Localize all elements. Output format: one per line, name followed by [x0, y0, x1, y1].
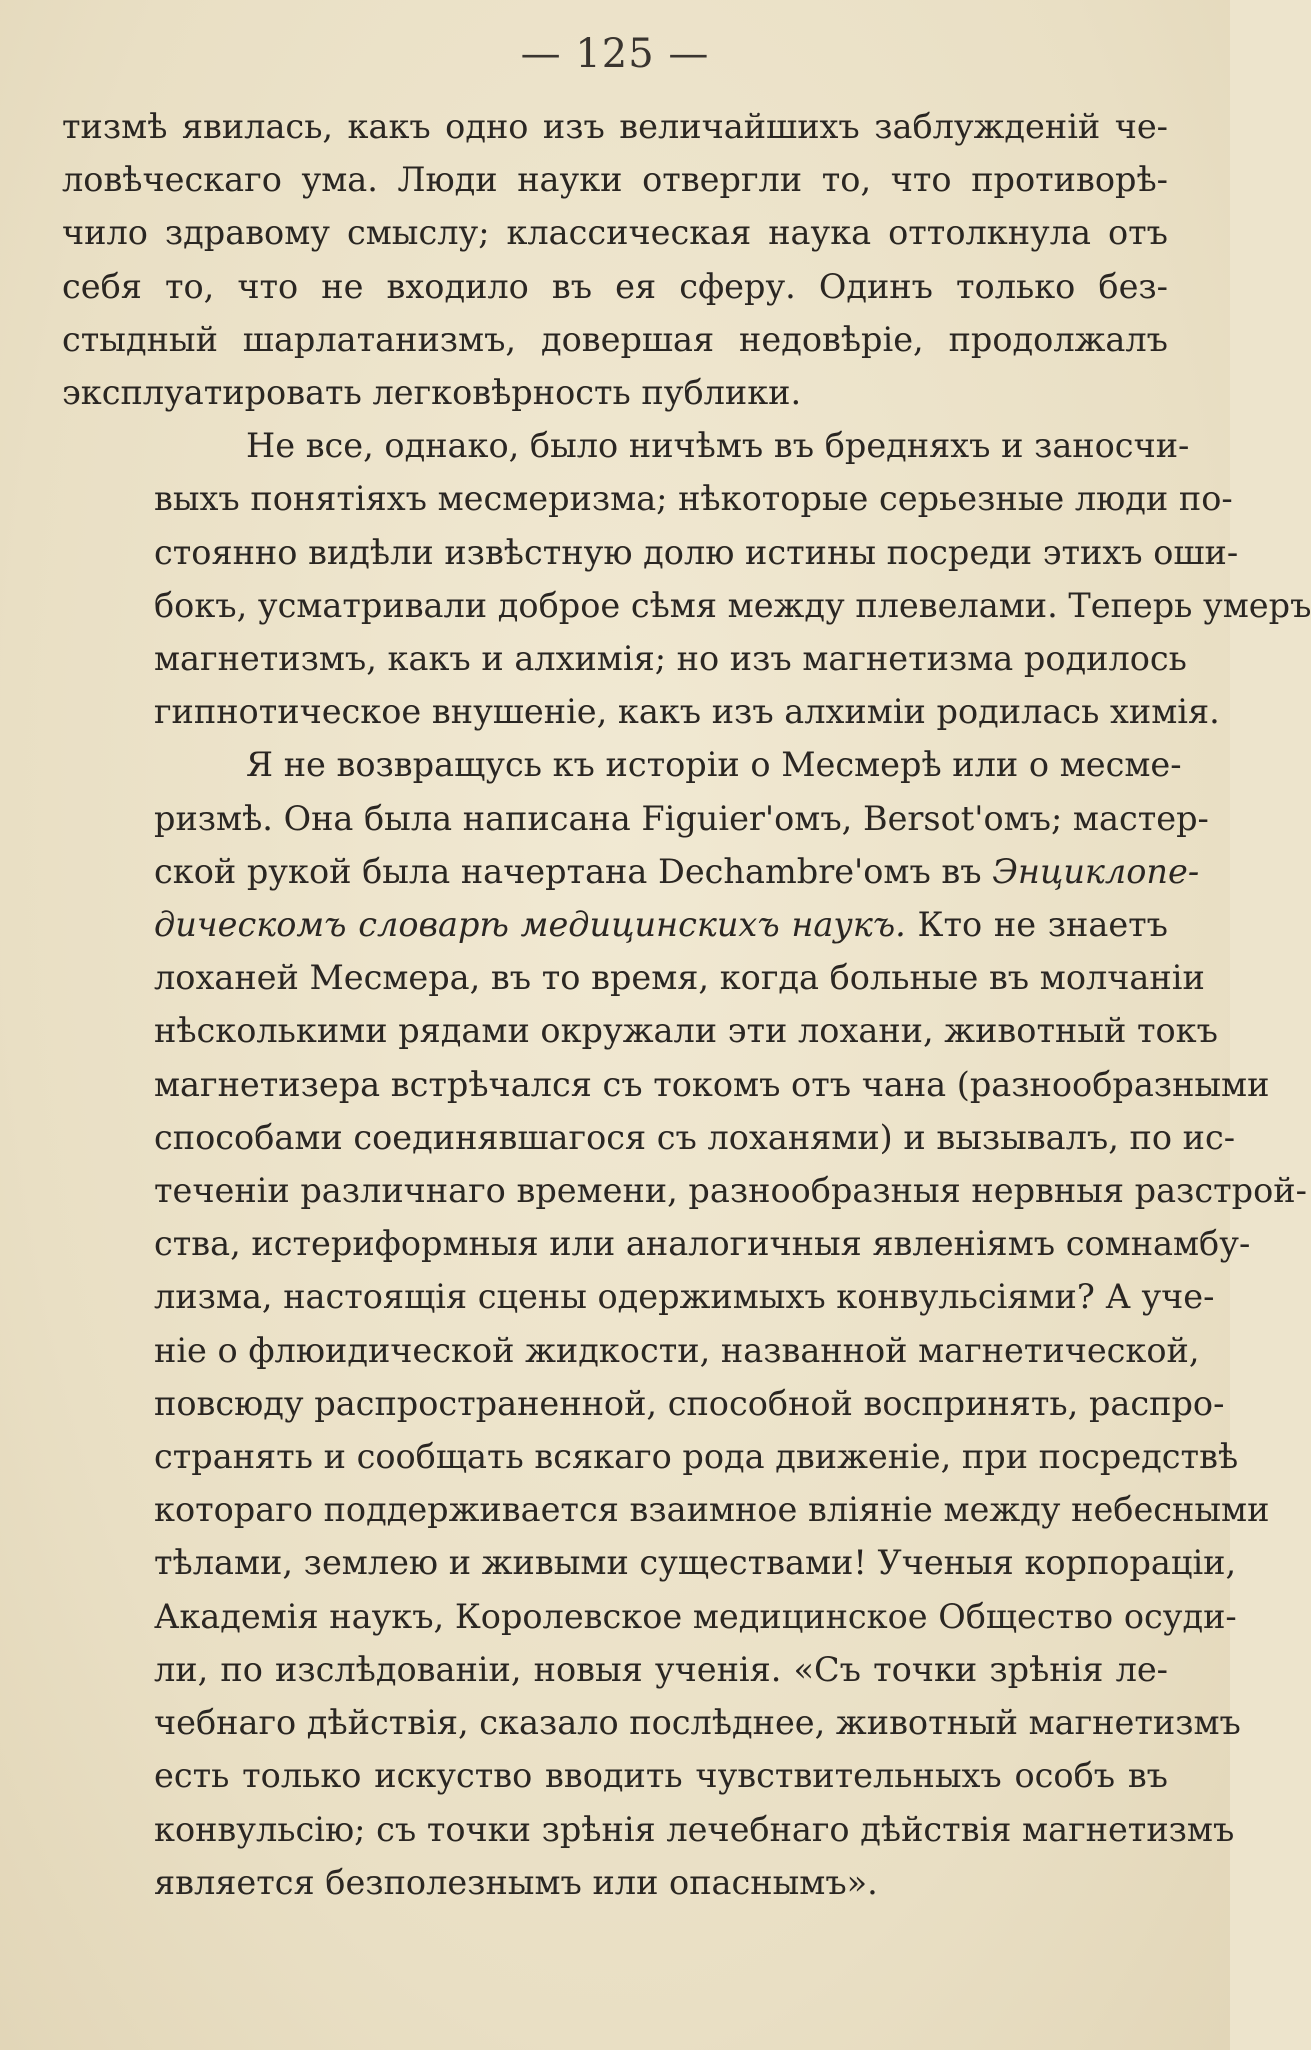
text-line: выхъ понятіяхъ месмеризма; нѣкоторые серьезные люди по- [154, 479, 1233, 519]
text-line: лоханей Месмера, въ то время, когда больные въ молчаніи [154, 958, 1205, 998]
text-line: гипнотическое внушеніе, какъ изъ алхиміи родилась химія. [154, 692, 1220, 732]
text-line: эксплуатировать легковѣрность публики. [62, 373, 802, 413]
page-number: — 125 — [520, 31, 710, 77]
text-line: чило здравому смыслу; классическая наука оттолкнула отъ [62, 213, 1168, 253]
text-line: ства, истериформныя или аналогичныя явленіямъ сомнамбу- [154, 1224, 1251, 1264]
text-line: странять и сообщать всякаго рода движеніе, при посредствѣ [154, 1437, 1239, 1477]
text-line: Не все, однако, было ничѣмъ въ бредняхъ и заносчи- [246, 426, 1190, 466]
text-line: себя то, что не входило въ ея сферу. Одинъ только без- [62, 266, 1168, 306]
text-line: бокъ, усматривали доброе сѣмя между плевелами. Теперь умеръ [154, 585, 1311, 625]
text-line: ніе о флюидической жидкости, названной магнетической, [154, 1330, 1200, 1370]
text-line: лизма, настоящія сцены одержимыхъ конвульсіями? А уче- [154, 1277, 1215, 1317]
text-line: котораго поддерживается взаимное вліяніе между небесными [154, 1490, 1270, 1530]
text-line: повсюду распространенной, способной воспринять, распро- [154, 1383, 1225, 1423]
text-line: тѣлами, землею и живыми существами! Ученыя корпораціи, [154, 1543, 1237, 1583]
text-line: ризмѣ. Она была написана Figuier'омъ, Bersot'омъ; мастер- [154, 798, 1209, 838]
text-line: нѣсколькими рядами окружали эти лохани, животный токъ [154, 1011, 1218, 1051]
text-line: магнетизмъ, какъ и алхимія; но изъ магнетизма родилось [154, 639, 1187, 679]
text-line: стыдный шарлатанизмъ, довершая недовѣріе, продолжалъ [62, 319, 1168, 359]
text-line: ловѣческаго ума. Люди науки отвергли то, что противорѣ- [62, 160, 1168, 200]
text-line: является безполезнымъ или опаснымъ». [154, 1862, 878, 1902]
text-body [62, 100, 1311, 1909]
text-line: способами соединявшагося съ лоханями) и вызывалъ, по ис- [154, 1117, 1236, 1157]
text-line: есть только искуство вводить чувствительныхъ особъ въ [154, 1756, 1168, 1796]
text-line: чебнаго дѣйствія, сказало послѣднее, животный магнетизмъ [154, 1703, 1241, 1743]
text-line: конвульсію; съ точки зрѣнія лечебнаго дѣйствія магнетизмъ [154, 1809, 1235, 1849]
text-line: Я не возвращусь къ исторіи о Месмерѣ или о месме- [246, 745, 1182, 785]
paragraph [62, 100, 1168, 419]
text-line: Академія наукъ, Королевское медицинское Общество осуди- [154, 1596, 1237, 1636]
text-line: ли, по изслѣдованіи, новыя ученія. «Съ точки зрѣнія ле- [154, 1649, 1168, 1689]
text-line: стоянно видѣли извѣстную долю истины посреди этихъ оши- [154, 532, 1239, 572]
text-line: тизмѣ явилась, какъ одно изъ величайшихъ заблужденій че- [62, 107, 1168, 146]
text-line: дическомъ словарѣ медицинскихъ наукъ. Кто не знаетъ [154, 905, 1168, 945]
paragraph [62, 419, 1311, 738]
text-line: ской рукой была начертана Dechambre'омъ въ Энциклопе- [154, 851, 1200, 891]
paragraph [62, 738, 1307, 1908]
text-line: теченіи различнаго времени, разнообразныя нервныя разстрой- [154, 1171, 1307, 1211]
text-line: магнетизера встрѣчался съ токомъ отъ чана (разнообразными [154, 1064, 1270, 1104]
